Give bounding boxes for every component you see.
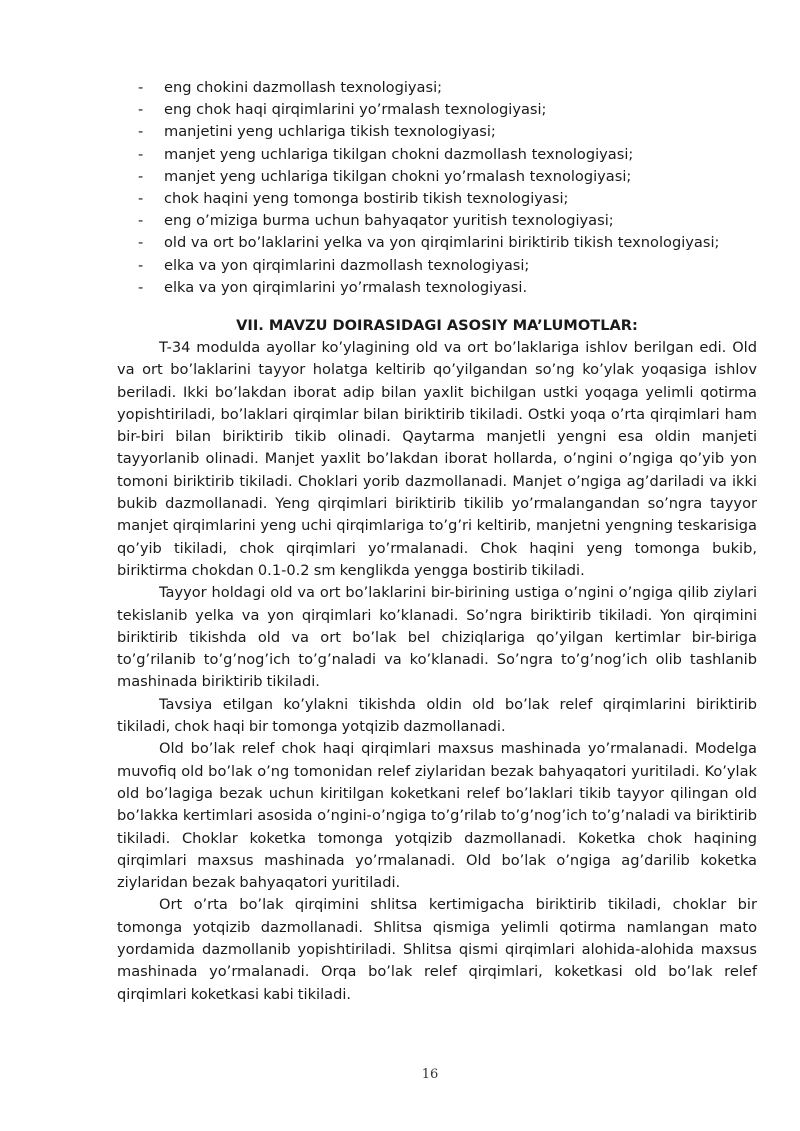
bullet-marker: - — [138, 167, 144, 185]
bullet-marker: - — [138, 234, 144, 252]
bullet-marker: - — [138, 101, 144, 119]
bullet-marker: - — [138, 189, 144, 207]
list-item-text: manjet yeng uchlariga tikilgan chokni yo’rmalash texnologiyasi; — [164, 167, 632, 185]
bullet-marker: - — [138, 278, 144, 296]
list-item-text: manjetini yeng uchlariga tikish texnologiyasi; — [164, 123, 496, 141]
paragraph: Old bo’lak relef chok haqi qirqimlari maxsus mashinada yo’rmalanadi. Modelga muvofiq old bo’lak o’ng tomonidan relef ziylaridan bezak bahyaqatori yuritiladi. Ko’ylak old bo’lagiga bezak uchun kiritilgan koketkani relef bo’laklari tikib tayyor qilingan old bo’lakka kertimlari asosida o’ngini-o’ngiga to’g’rilab to’g’nog’ich to’g’naladi va biriktirib tikiladi. Choklar koketka tomonga yotqizib dazmollanadi. Koketka chok haqining qirqimlari maxsus mashinada yo’rmalanadi. Old bo’lak o’ngiga ag’darilib koketka ziylaridan bezak bahyaqatori yuritiladi. — [117, 740, 757, 892]
bullet-marker: - — [138, 145, 144, 163]
list-item-text: eng o’miziga burma uchun bahyaqator yuritish texnologiyasi; — [164, 212, 614, 230]
body-text — [117, 337, 757, 1006]
section-heading: VII. MAVZU DOIRASIDAGI ASOSIY MA’LUMOTLAR: — [236, 317, 638, 334]
list-item-text: eng chok haqi qirqimlarini yo’rmalash texnologiyasi; — [164, 101, 547, 119]
list-item — [138, 121, 758, 143]
list-item-text: old va ort bo’laklarini yelka va yon qirqimlarini biriktirib tikish texnologiyasi; — [164, 234, 720, 252]
list-item — [138, 166, 758, 188]
list-item — [138, 144, 758, 166]
list-item — [138, 188, 758, 210]
paragraph: T-34 modulda ayollar ko’ylagining old va ort bo’laklariga ishlov berilgan edi. Old va ort bo’laklarini tayyor holatga keltirib qo’yilgandan so’ng ko’ylak yoqasiga ishlov beriladi. Ikki bo’lakdan iborat adip bilan yaxlit bichilgan ustki yoqaga yelimli qotirma yopishtiriladi, bo’laklari qirqimlar bilan biriktirib tikiladi. Ostki yoqa o’rta qirqimlari ham bir-biri bilan biriktirib tikib olinadi. Qaytarma manjetli yengni esa oldin manjeti tayyorlanib olinadi. Manjet yaxlit bo’lakdan iborat hollarda, o’ngini o’ngiga qo’yib yon tomoni biriktirib tikiladi. Choklari yorib dazmollanadi. Manjet o’ngiga ag’dariladi va ikki bukib dazmollanadi. Yeng qirqimlari biriktirib tikilib yo’rmalangandan so’ngra tayyor manjet qirqimlarini yeng uchi qirqimlariga to’g’ri keltirib, manjetni yengning teskarisiga qo’yib tikiladi, chok qirqimlari yo’rmalanadi. Chok haqini yeng tomonga bukib, biriktirma chokdan 0.1-0.2 sm kenglikda yengga bostirib tikiladi. — [117, 339, 757, 579]
list-item — [138, 210, 758, 232]
list-item-text: elka va yon qirqimlarini dazmollash texnologiyasi; — [164, 256, 530, 274]
paragraph: Tavsiya etilgan ko’ylakni tikishda oldin old bo’lak relef qirqimlarini biriktirib tikiladi, chok haqi bir tomonga yotqizib dazmollanadi. — [117, 695, 757, 736]
list-item — [138, 77, 758, 99]
list-item — [138, 99, 758, 121]
list-item-text: eng chokini dazmollash texnologiyasi; — [164, 79, 443, 96]
paragraph: Ort o’rta bo’lak qirqimini shlitsa kertimigacha biriktirib tikiladi, choklar bir tomonga yotqizib dazmollanadi. Shlitsa qismiga yelimli qotirma namlangan mato yordamida dazmollanib yopishtiriladi. Shlitsa qismi qirqimlari alohida-alohida maxsus mashinada yo’rmalanadi. Orqa bo’lak relef qirqimlari, koketkasi old bo’lak relef qirqimlari koketkasi kabi tikiladi. — [117, 896, 757, 1003]
list-item-text: elka va yon qirqimlarini yo’rmalash texnologiyasi. — [164, 278, 528, 296]
page-number: 16 — [421, 1067, 439, 1082]
paragraph: Tayyor holdagi old va ort bo’laklarini bir-birining ustiga o’ngini o’ngiga qilib ziylari tekislanib yelka va yon qirqimlari ko’klanadi. So’ngra biriktirib tikiladi. Yon qirqimini biriktirib tikishda old va ort bo’lak bel chiziqlariga qo’yilgan kertimlar bir-biriga to’g’rilanib to’g’nog’ich to’g’naladi va ko’klanadi. So’ngra to’g’nog’ich olib tashlanib mashinada biriktirib tikiladi. — [117, 584, 757, 691]
list-item — [138, 232, 758, 254]
list-item — [138, 277, 758, 299]
bullet-marker: - — [138, 123, 144, 141]
bullet-marker: - — [138, 256, 144, 274]
bullet-marker: - — [138, 79, 144, 96]
list-item — [138, 255, 758, 277]
bullet-marker: - — [138, 212, 144, 230]
technology-list — [138, 77, 758, 299]
list-item-text: manjet yeng uchlariga tikilgan chokni dazmollash texnologiyasi; — [164, 145, 634, 163]
list-item-text: chok haqini yeng tomonga bostirib tikish texnologiyasi; — [164, 189, 569, 207]
